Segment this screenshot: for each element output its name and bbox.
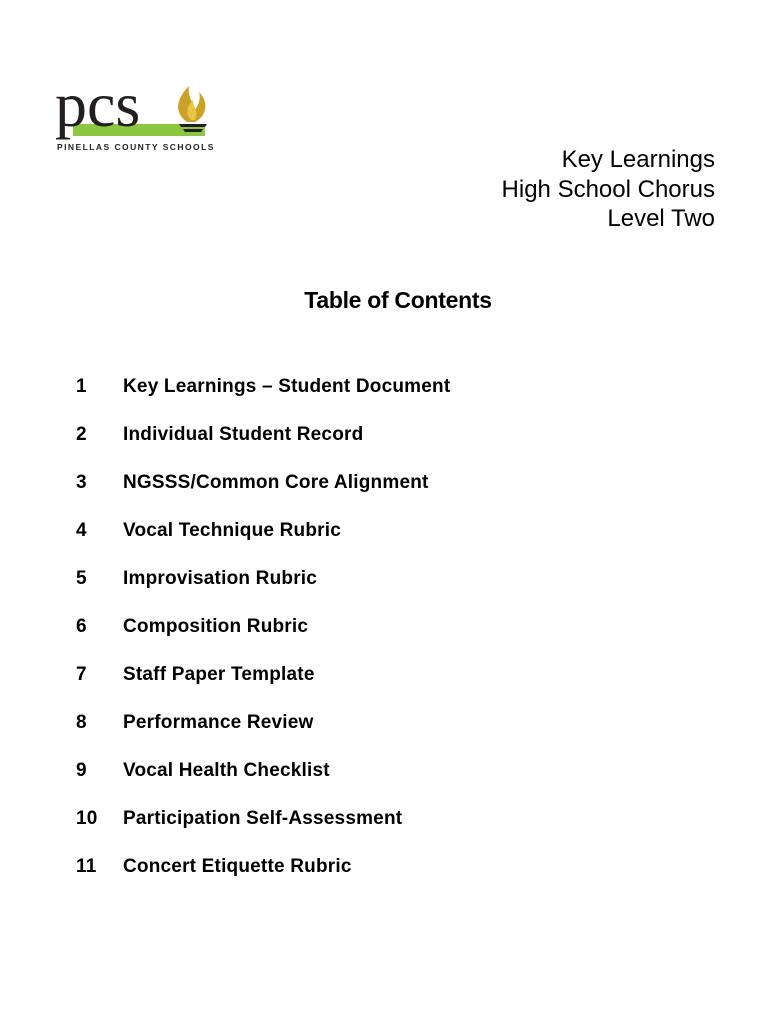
toc-item: [76, 712, 450, 760]
title-line-2: High School Chorus: [501, 175, 715, 203]
toc-item-number: 1: [76, 376, 87, 397]
toc-item-label: Composition Rubric: [123, 616, 309, 637]
toc-item-label: Staff Paper Template: [123, 664, 315, 685]
toc-item-label: Concert Etiquette Rubric: [123, 856, 352, 877]
toc-item: [76, 760, 450, 808]
toc-item-label: Vocal Technique Rubric: [123, 520, 342, 541]
toc-item-label: Key Learnings – Student Document: [123, 376, 451, 397]
toc-item-number: 2: [76, 424, 87, 445]
toc-item-number: 4: [76, 520, 87, 541]
toc-item-number: 3: [76, 472, 87, 493]
toc-item-number: 10: [76, 808, 98, 829]
toc-item: [76, 616, 450, 664]
toc-item: [76, 472, 450, 520]
title-line-3: Level Two: [607, 205, 715, 232]
toc-item-label: NGSSS/Common Core Alignment: [123, 472, 429, 493]
toc-item-label: Individual Student Record: [123, 424, 364, 445]
toc-item-number: 9: [76, 760, 87, 781]
toc-item: [76, 376, 450, 424]
logo-letters: pcs: [55, 78, 141, 140]
toc-item-number: 8: [76, 712, 87, 733]
toc-item-number: 6: [76, 616, 87, 637]
pcs-logo: [55, 78, 215, 158]
toc-heading: Table of Contents: [304, 287, 492, 313]
toc-item-number: 5: [76, 568, 87, 589]
logo-subtitle: PINELLAS COUNTY SCHOOLS: [57, 142, 215, 152]
toc-item-number: 7: [76, 664, 87, 685]
pcs-logo-graphic: [55, 78, 215, 142]
toc-item-label: Vocal Health Checklist: [123, 760, 330, 781]
toc-item: [76, 520, 450, 568]
toc-item: [76, 568, 450, 616]
document-title: [502, 145, 715, 234]
toc-item-label: Participation Self-Assessment: [123, 808, 403, 829]
toc-list: [76, 376, 450, 904]
toc-item-label: Improvisation Rubric: [123, 568, 318, 589]
torch-icon: [178, 86, 207, 132]
toc-item-label: Performance Review: [123, 712, 314, 733]
toc-item: [76, 808, 450, 856]
title-line-1: Key Learnings: [561, 146, 715, 173]
toc-item: [76, 664, 450, 712]
toc-item: [76, 856, 450, 904]
toc-item-number: 11: [76, 856, 97, 877]
toc-item: [76, 424, 450, 472]
